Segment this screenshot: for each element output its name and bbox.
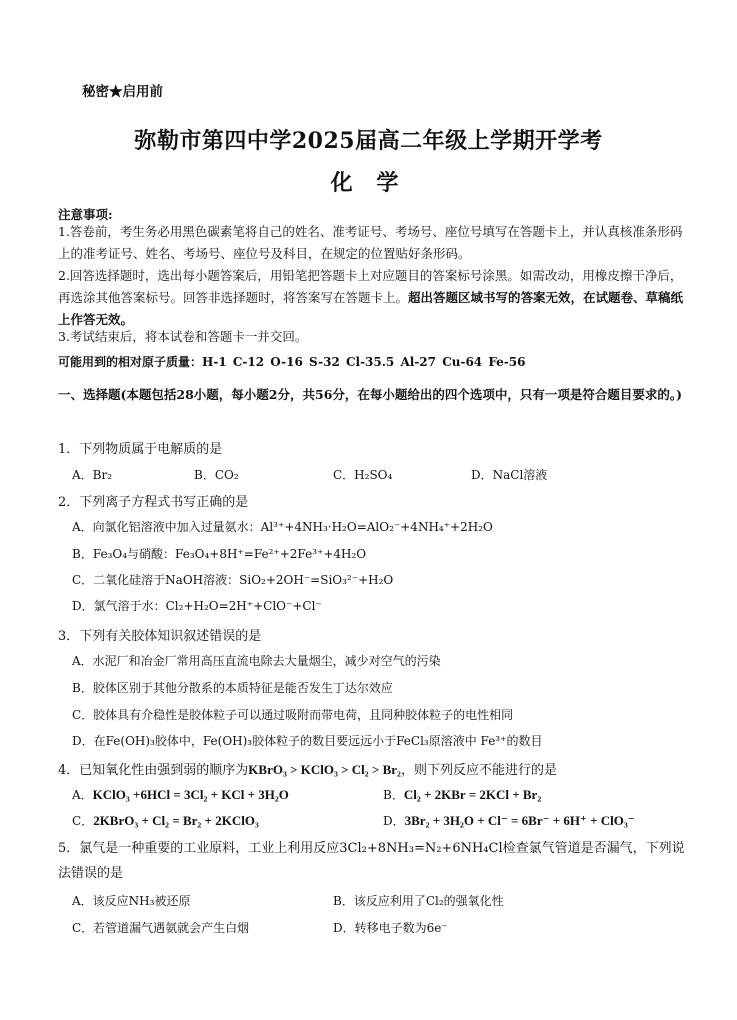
question-1-stem: 1．下列物质属于电解质的是 [58,442,223,457]
question-4-option-c: C．2KBrO₃ + Cl₂ = Br₂ + 2KClO₃ [72,813,259,828]
question-5-option-d: D．转移电子数为6e⁻ [333,921,448,935]
question-3-stem: 3．下列有关胶体知识叙述错误的是 [58,629,262,644]
notice-item-1: 1.答卷前，考生务必用黑色碳素笔将自己的姓名、准考证号、考场号、座位号填写在答题卡上，并认真核准条形码上的准考证号、姓名、考场号、座位号及科目，在规定的位置贴好条形码。 [58,224,683,261]
question-4-option-a: A．KClO₃ +6HCl = 3Cl₂ + KCl + 3H₂O [72,787,289,802]
notice-heading: 注意事项: [58,207,113,222]
question-2-option-d: D．氯气溶于水：Cl₂+H₂O=2H⁺+ClO⁻+Cl⁻ [72,599,322,613]
exam-subject: 化 学 [330,170,407,196]
question-1-option-d: D．NaCl溶液 [471,468,548,482]
question-4-option-b: B．Cl₂ + 2KBr = 2KCl + Br₂ [383,787,542,802]
question-1-option-a: A．Br₂ [72,468,113,482]
question-5-stem: 5．氯气是一种重要的工业原料，工业上利用反应3Cl₂+8NH₃=N₂+6NH₄Cl检查氯气管道是否漏气，下列说法错误的是 [58,841,685,881]
question-4-stem: 4．已知氧化性由强到弱的顺序为KBrO₃ > KClO₃ > Cl₂ > Br₂，则下列反应不能进行的是 [58,762,557,778]
question-2-option-b: B．Fe₃O₄与硝酸：Fe₃O₄+8H⁺=Fe²⁺+2Fe³⁺+4H₂O [72,547,367,561]
question-5-option-b: B．该反应利用了Cl₂的强氧化性 [333,894,504,908]
question-3-option-b: B．胶体区别于其他分散系的本质特征是能否发生丁达尔效应 [72,681,393,695]
confidential-mark: 秘密★启用前 [82,84,163,100]
exam-title: 弥勒市第四中学2025届高二年级上学期开学考 [134,128,603,154]
question-2-option-a: A．向氯化铝溶液中加入过量氨水：Al³⁺+4NH₃·H₂O=AlO₂⁻+4NH₄⁺+2H₂O [72,520,493,534]
question-3-option-a: A．水泥厂和冶金厂常用高压直流电除去大量烟尘，减少对空气的污染 [72,654,441,668]
question-2-option-c: C．二氧化硅溶于NaOH溶液：SiO₂+2OH⁻=SiO₃²⁻+H₂O [72,573,394,587]
question-1-option-b: B．CO₂ [194,468,239,482]
question-5-option-a: A．该反应NH₃被还原 [72,894,191,908]
question-4-option-d: D．3Br₂ + 3H₂O + Cl⁻ = 6Br⁻ + 6H⁺ + ClO₃⁻ [383,813,635,828]
question-2-stem: 2．下列离子方程式书写正确的是 [58,495,249,510]
section-heading: 一、选择题(本题包括28小题，每小题2分，共56分，在每小题给出的四个选项中，只有一项是符合题目要求的。) [58,387,683,402]
question-1-option-c: C．H₂SO₄ [333,468,393,482]
notice-item-2: 2.回答选择题时，选出每小题答案后，用铅笔把答题卡上对应题目的答案标号涂黑。如需改动，用橡皮擦干净后，再选涂其他答案标号。回答非选择题时，将答案写在答题卡上。超出答题区域书写的答案无效，在试题卷、草稿纸上作答无效。 [58,268,684,327]
notice-item-3: 3.考试结束后，将本试卷和答题卡一并交回。 [58,329,308,344]
question-5-option-c: C．若管道漏气遇氨就会产生白烟 [72,921,250,935]
question-3-option-c: C．胶体具有介稳性是胶体粒子可以通过吸附而带电荷，且同种胶体粒子的电性相同 [72,708,514,722]
atomic-masses: 可能用到的相对原子质量：H-1 C-12 O-16 S-32 Cl-35.5 Al-27 Cu-64 Fe-56 [58,355,526,369]
question-3-option-d: D．在Fe(OH)₃胶体中，Fe(OH)₃胶体粒子的数目要远远小于FeCl₃原溶液中 Fe³⁺的数目 [72,734,543,748]
